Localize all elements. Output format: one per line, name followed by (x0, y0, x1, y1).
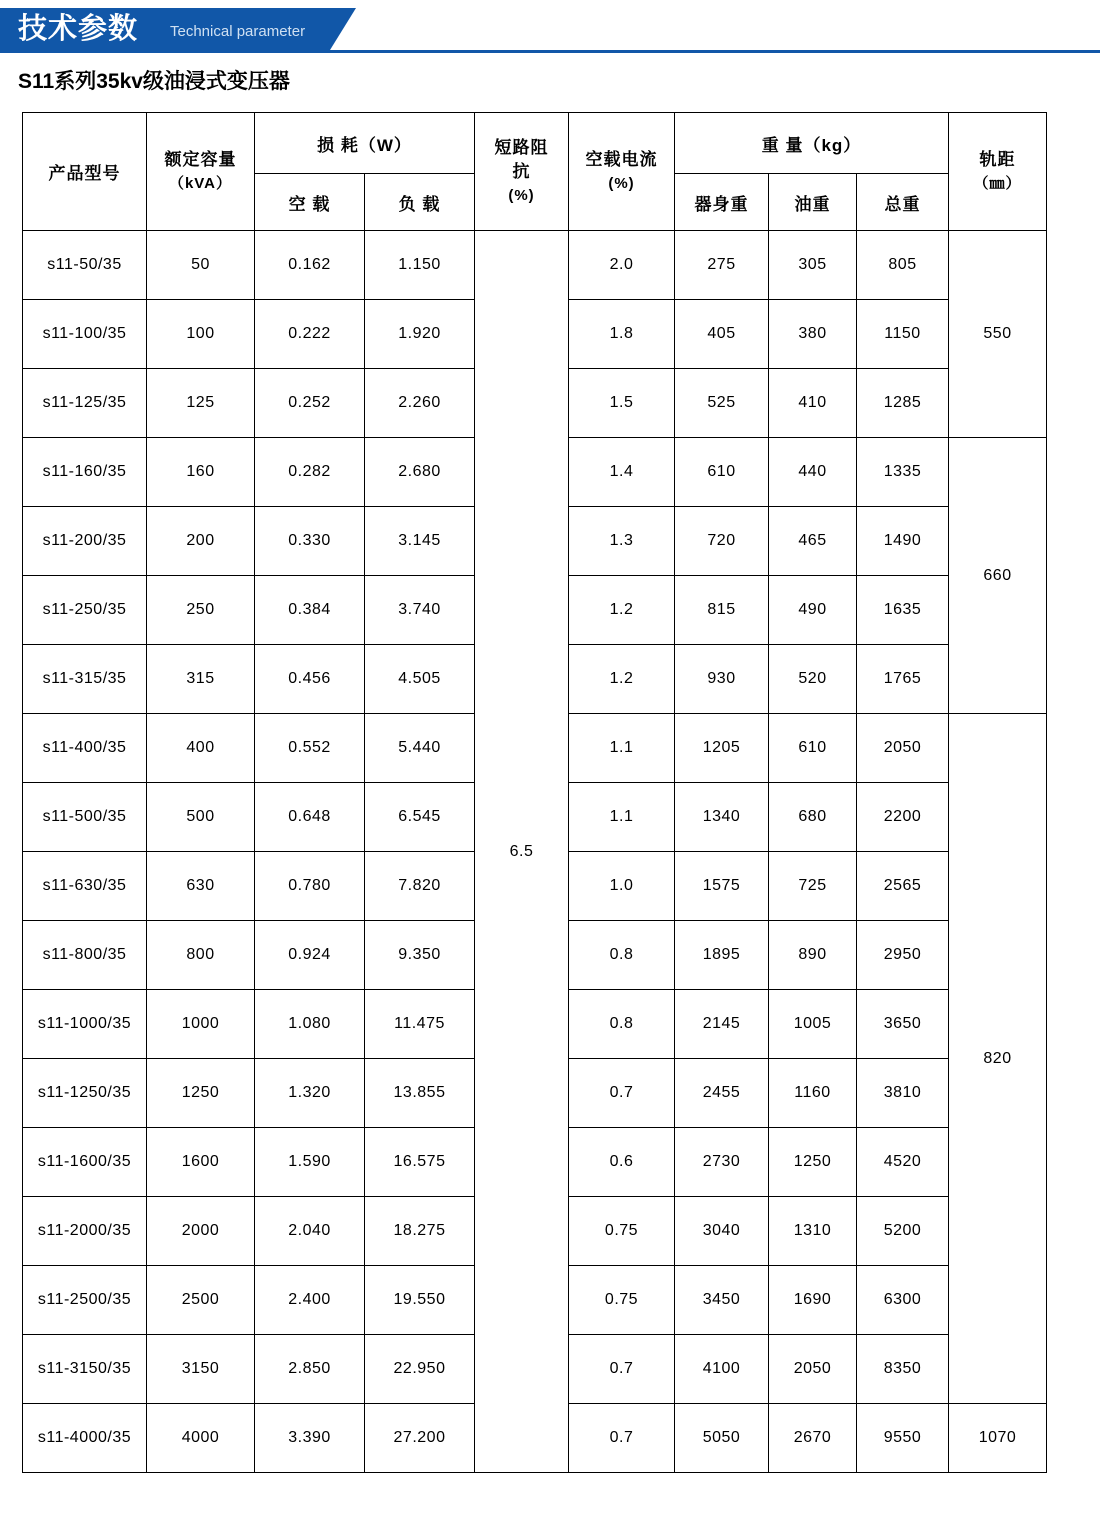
header-weight-oil: 油重 (769, 174, 857, 231)
cell-model: s11-1000/35 (23, 990, 147, 1059)
cell-no-load-current: 1.2 (569, 645, 675, 714)
header-loss-load: 负 载 (365, 174, 475, 231)
cell-weight-total: 2565 (857, 852, 949, 921)
cell-loss-load: 19.550 (365, 1266, 475, 1335)
cell-weight-oil: 465 (769, 507, 857, 576)
cell-no-load-current: 1.5 (569, 369, 675, 438)
header-impedance-line3: (%) (508, 186, 535, 204)
header-impedance (475, 113, 569, 231)
cell-loss-no-load: 1.320 (255, 1059, 365, 1128)
cell-weight-oil: 1160 (769, 1059, 857, 1128)
cell-weight-total: 6300 (857, 1266, 949, 1335)
cell-weight-total: 1490 (857, 507, 949, 576)
cell-gauge: 820 (949, 714, 1047, 1404)
cell-weight-body: 275 (675, 231, 769, 300)
cell-gauge: 660 (949, 438, 1047, 714)
cell-capacity: 50 (147, 231, 255, 300)
cell-loss-load: 2.260 (365, 369, 475, 438)
cell-loss-load: 9.350 (365, 921, 475, 990)
header-model: 产品型号 (23, 113, 147, 231)
cell-model: s11-1600/35 (23, 1128, 147, 1197)
cell-model: s11-2500/35 (23, 1266, 147, 1335)
cell-weight-total: 5200 (857, 1197, 949, 1266)
cell-no-load-current: 0.8 (569, 990, 675, 1059)
cell-weight-oil: 410 (769, 369, 857, 438)
header-weight: 重 量（kg） (675, 113, 949, 174)
banner-underline (0, 50, 1100, 53)
header-gauge-line2: （㎜） (973, 174, 1022, 192)
cell-weight-oil: 890 (769, 921, 857, 990)
header-weight-total: 总重 (857, 174, 949, 231)
cell-loss-load: 3.740 (365, 576, 475, 645)
cell-capacity: 2000 (147, 1197, 255, 1266)
cell-weight-body: 5050 (675, 1404, 769, 1473)
cell-model: s11-125/35 (23, 369, 147, 438)
cell-weight-oil: 1250 (769, 1128, 857, 1197)
cell-no-load-current: 0.8 (569, 921, 675, 990)
cell-loss-load: 16.575 (365, 1128, 475, 1197)
cell-loss-no-load: 0.162 (255, 231, 365, 300)
page-banner (0, 0, 1100, 54)
cell-weight-total: 2950 (857, 921, 949, 990)
page-title: S11系列35kv级油浸式变压器 (18, 70, 290, 93)
cell-no-load-current: 0.75 (569, 1266, 675, 1335)
cell-weight-total: 805 (857, 231, 949, 300)
cell-model: s11-630/35 (23, 852, 147, 921)
cell-weight-body: 3040 (675, 1197, 769, 1266)
cell-weight-oil: 1690 (769, 1266, 857, 1335)
cell-model: s11-500/35 (23, 783, 147, 852)
cell-weight-total: 4520 (857, 1128, 949, 1197)
cell-capacity: 800 (147, 921, 255, 990)
cell-capacity: 4000 (147, 1404, 255, 1473)
table-body (23, 231, 1047, 1473)
cell-no-load-current: 1.4 (569, 438, 675, 507)
cell-capacity: 1600 (147, 1128, 255, 1197)
cell-loss-load: 2.680 (365, 438, 475, 507)
cell-model: s11-1250/35 (23, 1059, 147, 1128)
cell-capacity: 2500 (147, 1266, 255, 1335)
cell-model: s11-400/35 (23, 714, 147, 783)
cell-weight-oil: 520 (769, 645, 857, 714)
cell-model: s11-100/35 (23, 300, 147, 369)
header-gauge-line1: 轨距 (979, 149, 1016, 169)
cell-weight-total: 3650 (857, 990, 949, 1059)
cell-loss-load: 11.475 (365, 990, 475, 1059)
cell-loss-no-load: 2.400 (255, 1266, 365, 1335)
header-impedance-line1: 短路阻 (494, 137, 549, 157)
cell-model: s11-3150/35 (23, 1335, 147, 1404)
cell-no-load-current: 0.75 (569, 1197, 675, 1266)
cell-gauge: 1070 (949, 1404, 1047, 1473)
cell-weight-oil: 725 (769, 852, 857, 921)
cell-loss-load: 5.440 (365, 714, 475, 783)
cell-weight-body: 930 (675, 645, 769, 714)
cell-weight-total: 1285 (857, 369, 949, 438)
cell-no-load-current: 0.7 (569, 1404, 675, 1473)
cell-capacity: 3150 (147, 1335, 255, 1404)
cell-loss-no-load: 0.252 (255, 369, 365, 438)
banner-title-cn: 技术参数 (18, 13, 139, 45)
cell-capacity: 630 (147, 852, 255, 921)
cell-no-load-current: 0.7 (569, 1335, 675, 1404)
cell-weight-oil: 680 (769, 783, 857, 852)
cell-weight-total: 2050 (857, 714, 949, 783)
cell-loss-no-load: 0.222 (255, 300, 365, 369)
header-no-load-current (569, 113, 675, 231)
cell-weight-oil: 1005 (769, 990, 857, 1059)
cell-weight-total: 1635 (857, 576, 949, 645)
cell-weight-body: 525 (675, 369, 769, 438)
cell-weight-oil: 2050 (769, 1335, 857, 1404)
cell-weight-oil: 440 (769, 438, 857, 507)
cell-loss-no-load: 3.390 (255, 1404, 365, 1473)
cell-weight-total: 3810 (857, 1059, 949, 1128)
cell-weight-body: 1575 (675, 852, 769, 921)
cell-weight-body: 3450 (675, 1266, 769, 1335)
cell-loss-no-load: 0.282 (255, 438, 365, 507)
cell-weight-body: 2145 (675, 990, 769, 1059)
cell-loss-no-load: 0.456 (255, 645, 365, 714)
header-no-load-current-line2: (%) (608, 174, 635, 192)
cell-loss-load: 27.200 (365, 1404, 475, 1473)
cell-capacity: 125 (147, 369, 255, 438)
header-weight-body: 器身重 (675, 174, 769, 231)
header-row-1 (23, 113, 1047, 174)
cell-loss-no-load: 1.590 (255, 1128, 365, 1197)
cell-loss-load: 1.920 (365, 300, 475, 369)
cell-model: s11-800/35 (23, 921, 147, 990)
table-row (23, 231, 1047, 300)
cell-weight-body: 815 (675, 576, 769, 645)
cell-capacity: 500 (147, 783, 255, 852)
header-no-load-current-line1: 空载电流 (585, 149, 658, 169)
cell-no-load-current: 0.6 (569, 1128, 675, 1197)
cell-loss-load: 7.820 (365, 852, 475, 921)
cell-no-load-current: 1.2 (569, 576, 675, 645)
header-capacity-line2: （kVA） (168, 174, 233, 192)
cell-loss-no-load: 0.648 (255, 783, 365, 852)
cell-gauge: 550 (949, 231, 1047, 438)
cell-weight-total: 9550 (857, 1404, 949, 1473)
cell-impedance: 6.5 (475, 231, 569, 1473)
cell-weight-total: 8350 (857, 1335, 949, 1404)
cell-weight-body: 2455 (675, 1059, 769, 1128)
cell-no-load-current: 1.1 (569, 714, 675, 783)
cell-loss-no-load: 0.552 (255, 714, 365, 783)
table-header (23, 113, 1047, 231)
cell-weight-body: 405 (675, 300, 769, 369)
cell-model: s11-160/35 (23, 438, 147, 507)
header-gauge (949, 113, 1047, 231)
cell-model: s11-2000/35 (23, 1197, 147, 1266)
cell-capacity: 315 (147, 645, 255, 714)
cell-weight-oil: 380 (769, 300, 857, 369)
cell-model: s11-50/35 (23, 231, 147, 300)
cell-weight-body: 720 (675, 507, 769, 576)
cell-loss-load: 18.275 (365, 1197, 475, 1266)
banner-title-en: Technical parameter (170, 23, 306, 40)
cell-no-load-current: 1.3 (569, 507, 675, 576)
cell-no-load-current: 1.8 (569, 300, 675, 369)
cell-loss-no-load: 0.384 (255, 576, 365, 645)
cell-loss-load: 13.855 (365, 1059, 475, 1128)
cell-weight-oil: 2670 (769, 1404, 857, 1473)
cell-no-load-current: 1.0 (569, 852, 675, 921)
cell-weight-body: 1205 (675, 714, 769, 783)
header-loss-no-load: 空 载 (255, 174, 365, 231)
cell-weight-body: 4100 (675, 1335, 769, 1404)
cell-weight-body: 1895 (675, 921, 769, 990)
cell-weight-oil: 490 (769, 576, 857, 645)
cell-loss-load: 1.150 (365, 231, 475, 300)
cell-loss-load: 4.505 (365, 645, 475, 714)
cell-loss-load: 6.545 (365, 783, 475, 852)
cell-capacity: 250 (147, 576, 255, 645)
cell-weight-body: 2730 (675, 1128, 769, 1197)
cell-weight-total: 2200 (857, 783, 949, 852)
cell-loss-no-load: 0.780 (255, 852, 365, 921)
cell-model: s11-315/35 (23, 645, 147, 714)
cell-loss-no-load: 0.330 (255, 507, 365, 576)
cell-loss-no-load: 2.040 (255, 1197, 365, 1266)
cell-capacity: 160 (147, 438, 255, 507)
cell-weight-body: 610 (675, 438, 769, 507)
cell-capacity: 1000 (147, 990, 255, 1059)
cell-weight-oil: 1310 (769, 1197, 857, 1266)
cell-loss-no-load: 1.080 (255, 990, 365, 1059)
cell-loss-load: 3.145 (365, 507, 475, 576)
banner-arrow-shape (330, 8, 356, 50)
header-capacity (147, 113, 255, 231)
cell-capacity: 200 (147, 507, 255, 576)
transformer-spec-table (22, 112, 1047, 1473)
cell-capacity: 400 (147, 714, 255, 783)
cell-weight-total: 1335 (857, 438, 949, 507)
spec-table-container (22, 112, 1036, 1473)
cell-weight-oil: 610 (769, 714, 857, 783)
cell-model: s11-200/35 (23, 507, 147, 576)
cell-loss-no-load: 2.850 (255, 1335, 365, 1404)
cell-loss-no-load: 0.924 (255, 921, 365, 990)
cell-no-load-current: 0.7 (569, 1059, 675, 1128)
cell-weight-total: 1765 (857, 645, 949, 714)
header-capacity-line1: 额定容量 (164, 149, 237, 169)
cell-no-load-current: 2.0 (569, 231, 675, 300)
cell-capacity: 1250 (147, 1059, 255, 1128)
cell-loss-load: 22.950 (365, 1335, 475, 1404)
cell-model: s11-250/35 (23, 576, 147, 645)
cell-capacity: 100 (147, 300, 255, 369)
cell-weight-body: 1340 (675, 783, 769, 852)
cell-model: s11-4000/35 (23, 1404, 147, 1473)
cell-weight-oil: 305 (769, 231, 857, 300)
header-loss: 损 耗（W） (255, 113, 475, 174)
cell-no-load-current: 1.1 (569, 783, 675, 852)
cell-weight-total: 1150 (857, 300, 949, 369)
header-impedance-line2: 抗 (512, 161, 531, 181)
